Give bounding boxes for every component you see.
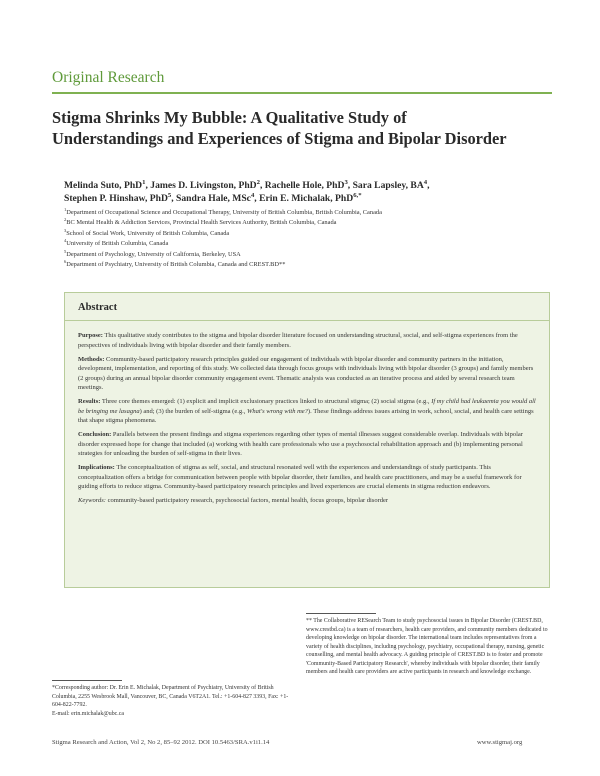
section-label: Original Research [52, 69, 165, 86]
article-title [52, 107, 552, 149]
author: James D. Livingston, PhD$^2$, [150, 178, 265, 191]
affiliation-list [64, 208, 554, 270]
corresponding-author-email[interactable]: E-mail: erin.michalak@ubc.ca [52, 710, 124, 717]
section-divider [52, 92, 552, 94]
affiliation: $^1$Department of Occupational Science and Occupational Therapy, University of British Columbia, British Columbia, Canada [64, 206, 382, 216]
corresponding-author-text: *Corresponding author: Dr. Erin E. Michalak, Department of Psychiatry, University of British Columbia, 2255 Wesbrook Mall, Vancouver, BC, Canada V6T2A1. Tel.: +1-604-827 3393, Fax: +1-604-822-7792. [52, 685, 289, 709]
abstract-box [64, 292, 550, 588]
footer-citation: Stigma Research and Action, Vol 2, No 2, 85–92 2012. DOI 10.5463/SRA.v1i1.14 [52, 739, 270, 746]
abstract-methods: Methods: Community-based participatory research principles guided our engagement of individuals with bipolar disorder and community partners in the initiation, development, implementation, and reporting of this study. We collected data through focus groups with individuals living with bipolar disorder (3 groups) and family members (2 groups) during an annual bipolar disorder community engagement event. Thematic analysis was conducted as an iterative process and aided by several research team meetings. [78, 355, 534, 391]
affiliation: $^5$Department of Psychology, University of California, Berkeley, USA [64, 248, 241, 258]
author: Erin E. Michalak, PhD$^{6,*}$ [259, 191, 362, 204]
abstract-purpose: Purpose: This qualitative study contributes to the stigma and bipolar disorder literature focused on understanding structural, social, and self-stigma experiences from the perspectives of individuals living with bipolar disorder and their family members. [78, 332, 518, 349]
abstract-heading: Abstract [78, 302, 118, 313]
author-line [64, 192, 554, 205]
author: Sandra Hale, MSc$^4$, [176, 191, 260, 204]
author: Rachelle Hole, PhD$^3$, [264, 178, 353, 191]
abstract-body [78, 331, 537, 510]
footer-website[interactable]: www.stigmaj.org [477, 739, 523, 746]
abstract-conclusion: Conclusion: Parallels between the present findings and stigma experiences regarding other types of mental illnesses suggest considerable overlap. Individuals with bipolar disorder expressed hope for change that included (a) working with health care professionals who use a psychosocial rehabilitation approach and (b) implementing personal strategies for unloading the burden of self-stigma in their lives. [78, 431, 523, 457]
abstract-keywords: Keywords: community-based participatory research, psychosocial factors, mental health, focus groups, bipolar disorder [78, 497, 389, 504]
footnote-divider [306, 613, 376, 614]
affiliation: $^6$Department of Psychiatry, University of British Columbia, Canada and CREST.BD** [64, 258, 286, 269]
article-title-line: Stigma Shrinks My Bubble: A Qualitative Study of [52, 108, 407, 127]
affiliation: $^2$BC Mental Health & Addiction Services, Provincial Health Services Authority, British Columbia, Canada [64, 217, 337, 227]
author: Stephen P. Hinshaw, PhD$^5$, [64, 191, 177, 204]
author-list [64, 179, 554, 205]
abstract-implications: Implications: The conceptualization of stigma as self, social, and structural resonated well with the experiences and understandings of study participants. This conceptualization offers a bridge for communication between people with bipolar disorder, their families, and health care practitioners, and may be a useful framework for guiding efforts to reduce stigma. Community-based participatory research principles and lived experiences are crucial elements in stigma reduction endeavors. [78, 464, 522, 490]
article-title-line: Understandings and Experiences of Stigma and Bipolar Disorder [52, 129, 507, 148]
abstract-divider [65, 320, 549, 321]
footnote-divider [52, 680, 122, 681]
author: Sara Lapsley, $BA^4$, [352, 178, 430, 191]
abstract-results: Results: Three core themes emerged: (1) explicit and implicit exclusionary practices linked to structural stigma; (2) social stigma (e.g., If my child had leukaemia you would all be bringing me lasagna) and; (3) the burden of self-stigma (e.g., What's wrong with me?). These findings address issues arising in work, school, social, and health care settings that shape stigma phenomena. [78, 398, 536, 424]
crest-footnote: ** The Collaborative RESearch Team to study psychosocial issues in Bipolar Disorder (CREST.BD, www.crestbd.ca) is a team of researchers, health care providers, and community members dedicated to developing knowledge on bipolar disorder. The international team includes representatives from a variety of health disciplines, including psychology, psychiatry, occupational therapy, nursing, genetic counselling, and mental health advocacy. A guiding principle of CREST.BD is to foster and promote 'Community-Based Participatory Research', whereby individuals with bipolar disorder, their family members and health care providers are active participants in research and knowledge exchange. [306, 618, 548, 676]
author-line [64, 179, 554, 192]
affiliation: $^4$University of British Columbia, Canada [64, 238, 169, 248]
affiliation: $^3$School of Social Work, University of British Columbia, Canada [64, 227, 230, 237]
author: Melinda Suto, PhD$^1$, [64, 178, 151, 191]
corresponding-author-footnote [52, 684, 290, 718]
